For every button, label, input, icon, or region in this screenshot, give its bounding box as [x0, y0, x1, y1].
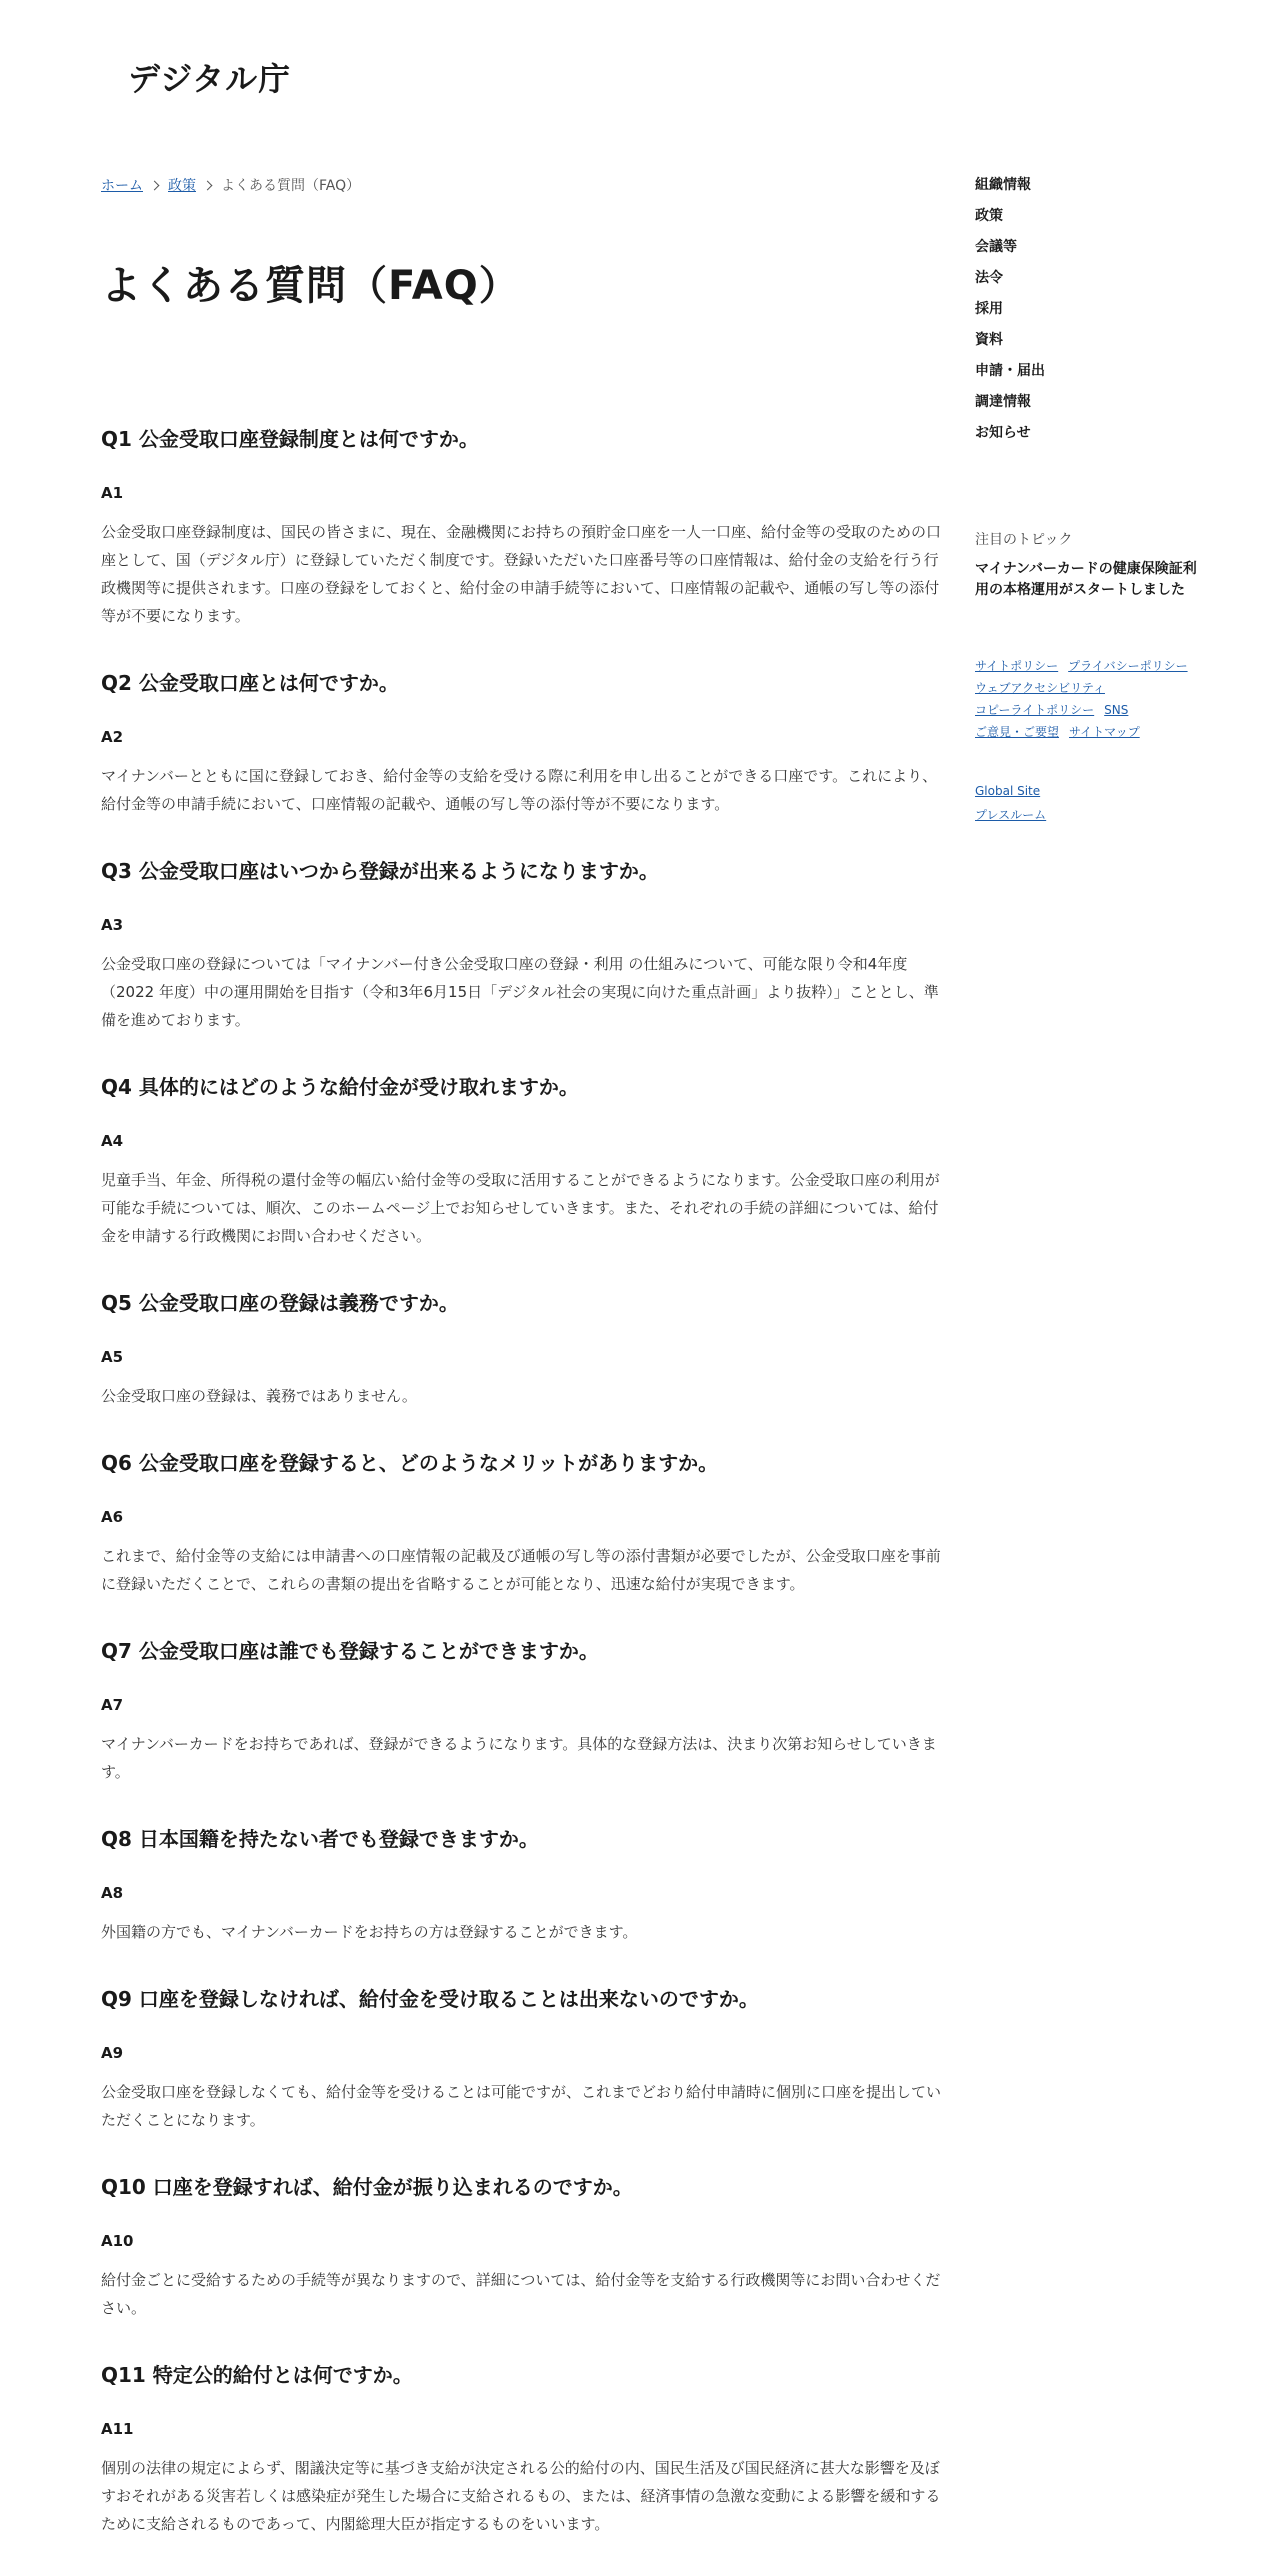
faq-answer: 公金受取口座を登録しなくても、給付金等を受けることは可能ですが、これまでどおり給付申請時に個別に口座を提出していただくことになります。	[101, 2083, 942, 2129]
faq-answer: これまで、給付金等の支給には申請書への口座情報の記載及び通帳の写し等の添付書類が必要でしたが、公金受取口座を事前に登録いただくことで、これらの書類の提出を省略することが可能となり、迅速な給付が実現できます。	[101, 1547, 941, 1593]
faq-item	[101, 1448, 943, 1598]
sidebar	[975, 170, 1215, 827]
faq-answer: 児童手当、年金、所得税の還付金等の幅広い給付金等の受取に活用することができるようになります。公金受取口座の利用が可能な手続については、順次、このホームページ上でお知らせしていきます。また、それぞれの手続の詳細については、給付金を申請する行政機関にお問い合わせください。	[101, 1171, 940, 1245]
faq-answer-label: A2	[101, 728, 124, 746]
topic-link-line: マイナンバーカードの健康保険証利	[975, 561, 1197, 577]
faq-question: Q11 特定公的給付とは何ですか。	[101, 2363, 413, 2387]
faq-item	[101, 1288, 943, 1410]
faq-item	[101, 1072, 943, 1250]
faq-item	[101, 1984, 943, 2134]
faq-answer: 給付金ごとに受給するための手続等が異なりますので、詳細については、給付金等を支給する行政機関等にお問い合わせください。	[101, 2271, 941, 2317]
breadcrumb	[101, 172, 943, 198]
breadcrumb-current: よくある質問（FAQ）	[221, 178, 361, 194]
faq-question: Q2 公金受取口座とは何ですか。	[101, 671, 399, 695]
nav-item-news[interactable]: お知らせ	[975, 425, 1031, 441]
faq-answer: マイナンバーカードをお持ちであれば、登録ができるようになります。具体的な登録方法は、決まり次第お知らせしていきます。	[101, 1735, 937, 1781]
faq-question: Q1 公金受取口座登録制度とは何ですか。	[101, 427, 479, 451]
sns-link[interactable]: SNS	[1104, 703, 1129, 717]
footer-links-secondary	[975, 779, 1215, 827]
nav-item-applications[interactable]: 申請・届出	[975, 363, 1045, 379]
global-site-link[interactable]: Global Site	[975, 784, 1041, 798]
chevron-right-icon	[203, 180, 213, 190]
faq-answer-label: A9	[101, 2044, 124, 2062]
main-content	[101, 172, 943, 2568]
faq-question: Q6 公金受取口座を登録すると、どのようなメリットがありますか。	[101, 1451, 719, 1475]
faq-answer-label: A3	[101, 916, 124, 934]
breadcrumb-policy-link[interactable]: 政策	[168, 178, 196, 194]
faq-question: Q9 口座を登録しなければ、給付金を受け取ることは出来ないのですか。	[101, 1987, 759, 2011]
site-logo[interactable]: デジタル庁	[128, 60, 292, 98]
faq-question: Q5 公金受取口座の登録は義務ですか。	[101, 1291, 459, 1315]
press-room-link[interactable]: プレスルーム	[975, 808, 1047, 822]
faq-answer: マイナンバーとともに国に登録しておき、給付金等の支給を受ける際に利用を申し出ることができる口座です。これにより、給付金等の申請手続において、口座情報の記載や、通帳の写し等の添付等が不要になります。	[101, 767, 938, 813]
nav-item-policy[interactable]: 政策	[975, 208, 1003, 224]
breadcrumb-home-link[interactable]: ホーム	[101, 178, 143, 194]
privacy-policy-link[interactable]: プライバシーポリシー	[1068, 659, 1188, 673]
faq-item	[101, 856, 943, 1034]
faq-answer-label: A7	[101, 1696, 124, 1714]
footer-links	[975, 655, 1215, 743]
nav-item-procurement[interactable]: 調達情報	[975, 394, 1031, 410]
nav-item-laws[interactable]: 法令	[975, 270, 1003, 286]
faq-question: Q7 公金受取口座は誰でも登録することができますか。	[101, 1639, 599, 1663]
faq-answer: 外国籍の方でも、マイナンバーカードをお持ちの方は登録することができます。	[101, 1923, 638, 1941]
nav-item-organization[interactable]: 組織情報	[975, 177, 1031, 193]
faq-answer-label: A6	[101, 1508, 124, 1526]
faq-answer: 公金受取口座の登録は、義務ではありません。	[101, 1387, 417, 1405]
accessibility-link[interactable]: ウェブアクセシビリティ	[975, 681, 1105, 695]
faq-answer-label: A5	[101, 1348, 124, 1366]
faq-item	[101, 1824, 943, 1946]
page-title: よくある質問（FAQ）	[101, 263, 520, 309]
faq-answer-label: A4	[101, 1132, 124, 1150]
faq-item	[101, 424, 943, 630]
topic-link[interactable]	[975, 559, 1215, 601]
nav-item-documents[interactable]: 資料	[975, 332, 1003, 348]
faq-answer-label: A8	[101, 1884, 124, 1902]
faq-answer: 個別の法律の規定によらず、閣議決定等に基づき支給が決定される公的給付の内、国民生活及び国民経済に甚大な影響を及ぼすおそれがある災害若しくは感染症が発生した場合に支給されるもの、または、経済事情の急激な変動による影響を緩和するために支給されるものであって、内閣総理大臣が指定するものをいいます。	[101, 2459, 941, 2533]
faq-item	[101, 1636, 943, 1786]
faq-answer: 公金受取口座の登録については「マイナンバー付き公金受取口座の登録・利用 の仕組みについて、可能な限り令和4年度（2022 年度）中の運用開始を目指す（令和3年6月15日「デジタル社会の実現に向けた重点計画」より抜粋）」こととし、準備を進めております。	[101, 955, 939, 1029]
faq-list	[101, 424, 943, 2538]
faq-question: Q3 公金受取口座はいつから登録が出来るようになりますか。	[101, 859, 659, 883]
faq-question: Q10 口座を登録すれば、給付金が振り込まれるのですか。	[101, 2175, 633, 2199]
faq-answer-label: A11	[101, 2420, 134, 2438]
global-nav	[975, 170, 1215, 449]
site-header	[0, 0, 1284, 150]
faq-answer-label: A1	[101, 484, 124, 502]
faq-item	[101, 668, 943, 818]
faq-item	[101, 2172, 943, 2322]
faq-answer: 公金受取口座登録制度は、国民の皆さまに、現在、金融機関にお持ちの預貯金口座を一人一口座、給付金等の受取のための口座として、国（デジタル庁）に登録していただく制度です。登録いただいた口座番号等の口座情報は、給付金の支給を行う行政機関等に提供されます。口座の登録をしておくと、給付金の申請手続等において、口座情報の記載や、通帳の写し等の添付等が不要になります。	[101, 523, 942, 625]
faq-question: Q4 具体的にはどのような給付金が受け取れますか。	[101, 1075, 579, 1099]
nav-item-recruit[interactable]: 採用	[975, 301, 1003, 317]
sitemap-link[interactable]: サイトマップ	[1069, 725, 1140, 739]
topic-link-line: 用の本格運用がスタートしました	[975, 582, 1185, 598]
topic-heading: 注目のトピック	[975, 532, 1073, 548]
opinion-link[interactable]: ご意見・ご要望	[975, 725, 1060, 739]
faq-item	[101, 2360, 943, 2538]
nav-item-meetings[interactable]: 会議等	[975, 239, 1017, 255]
faq-question: Q8 日本国籍を持たない者でも登録できますか。	[101, 1827, 539, 1851]
site-policy-link[interactable]: サイトポリシー	[975, 659, 1059, 673]
chevron-right-icon	[150, 180, 160, 190]
faq-answer-label: A10	[101, 2232, 134, 2250]
copyright-policy-link[interactable]: コピーライトポリシー	[975, 703, 1095, 717]
